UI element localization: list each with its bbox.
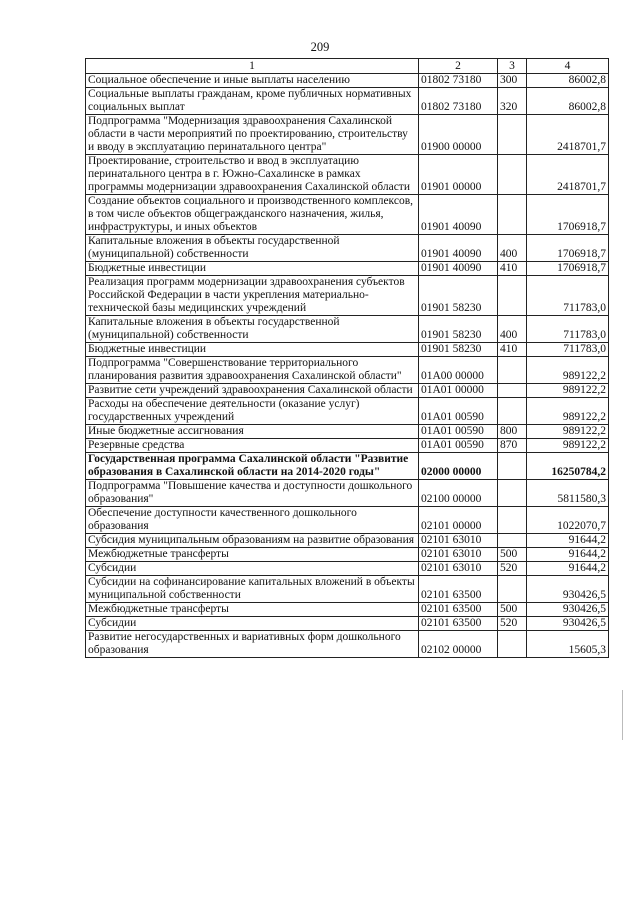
row-sum: 5811580,3 <box>527 480 609 507</box>
table-row <box>86 453 609 480</box>
row-code: 01А01 00590 <box>419 425 498 439</box>
row-type <box>498 276 527 316</box>
row-name: Расходы на обеспечение деятельности (оказание услуг) государственных учреждений <box>86 398 419 425</box>
row-type: 400 <box>498 235 527 262</box>
row-type: 410 <box>498 343 527 357</box>
row-sum: 16250784,2 <box>527 453 609 480</box>
row-sum: 91644,2 <box>527 562 609 576</box>
row-name: Подпрограмма "Повышение качества и доступности дошкольного образования" <box>86 480 419 507</box>
row-code: 01900 00000 <box>419 115 498 155</box>
table-row <box>86 631 609 658</box>
row-name: Подпрограмма "Совершенствование территориального планирования развития здравоохранения Сахалинской области" <box>86 357 419 384</box>
row-code: 02000 00000 <box>419 453 498 480</box>
row-code: 01А01 00590 <box>419 439 498 453</box>
row-name: Развитие сети учреждений здравоохранения Сахалинской области <box>86 384 419 398</box>
table-row <box>86 343 609 357</box>
row-code: 02101 63010 <box>419 562 498 576</box>
row-sum: 1706918,7 <box>527 262 609 276</box>
row-sum: 1706918,7 <box>527 195 609 235</box>
table-row <box>86 384 609 398</box>
table-row <box>86 507 609 534</box>
table-body <box>86 74 609 658</box>
row-sum: 1022070,7 <box>527 507 609 534</box>
row-sum: 711783,0 <box>527 343 609 357</box>
table-row <box>86 74 609 88</box>
row-name: Государственная программа Сахалинской области "Развитие образования в Сахалинской области на 2014-2020 годы" <box>86 453 419 480</box>
row-type: 410 <box>498 262 527 276</box>
row-type <box>498 631 527 658</box>
row-name: Социальные выплаты гражданам, кроме публичных нормативных социальных выплат <box>86 88 419 115</box>
row-type <box>498 453 527 480</box>
row-code: 02100 00000 <box>419 480 498 507</box>
row-name: Субсидии <box>86 617 419 631</box>
row-type <box>498 115 527 155</box>
row-type <box>498 398 527 425</box>
row-sum: 989122,2 <box>527 357 609 384</box>
row-code: 02101 63500 <box>419 603 498 617</box>
row-name: Субсидия муниципальным образованиям на развитие образования <box>86 534 419 548</box>
row-type <box>498 534 527 548</box>
row-code: 01901 58230 <box>419 343 498 357</box>
row-name: Развитие негосударственных и вариативных форм дошкольного образования <box>86 631 419 658</box>
row-type: 300 <box>498 74 527 88</box>
row-sum: 930426,5 <box>527 576 609 603</box>
row-type <box>498 576 527 603</box>
row-sum: 2418701,7 <box>527 155 609 195</box>
row-code: 01901 58230 <box>419 276 498 316</box>
table-row <box>86 398 609 425</box>
row-code: 02101 63010 <box>419 534 498 548</box>
scan-margin-mark <box>622 690 623 740</box>
row-name: Обеспечение доступности качественного дошкольного образования <box>86 507 419 534</box>
row-code: 01802 73180 <box>419 74 498 88</box>
row-code: 01901 40090 <box>419 262 498 276</box>
row-name: Капитальные вложения в объекты государственной (муниципальной) собственности <box>86 235 419 262</box>
row-code: 01А01 00590 <box>419 398 498 425</box>
row-name: Межбюджетные трансферты <box>86 603 419 617</box>
row-type <box>498 507 527 534</box>
table-row <box>86 562 609 576</box>
row-type: 800 <box>498 425 527 439</box>
row-sum: 989122,2 <box>527 398 609 425</box>
column-header-sum: 4 <box>527 59 609 74</box>
row-name: Создание объектов социального и производственного комплексов, в том числе объектов общегражданского назначения, жилья, инфраструктуры, и иных объектов <box>86 195 419 235</box>
row-code: 02101 63500 <box>419 617 498 631</box>
row-sum: 86002,8 <box>527 88 609 115</box>
row-code: 01802 73180 <box>419 88 498 115</box>
row-sum: 2418701,7 <box>527 115 609 155</box>
row-type: 400 <box>498 316 527 343</box>
row-code: 02101 63500 <box>419 576 498 603</box>
row-type <box>498 155 527 195</box>
row-sum: 91644,2 <box>527 548 609 562</box>
row-sum: 930426,5 <box>527 617 609 631</box>
row-type <box>498 357 527 384</box>
table-row <box>86 195 609 235</box>
row-sum: 1706918,7 <box>527 235 609 262</box>
row-type <box>498 480 527 507</box>
row-name: Бюджетные инвестиции <box>86 343 419 357</box>
row-name: Межбюджетные трансферты <box>86 548 419 562</box>
page-number: 209 <box>310 40 330 54</box>
table-row <box>86 617 609 631</box>
table-row <box>86 276 609 316</box>
table-row <box>86 235 609 262</box>
column-header-name: 1 <box>86 59 419 74</box>
row-name: Реализация программ модернизации здравоохранения субъектов Российской Федерации в части укрепления материально-технической базы медицинских учреждений <box>86 276 419 316</box>
row-code: 01А01 00000 <box>419 384 498 398</box>
table-row <box>86 480 609 507</box>
table-row <box>86 357 609 384</box>
row-sum: 86002,8 <box>527 74 609 88</box>
row-type: 520 <box>498 617 527 631</box>
table-row <box>86 534 609 548</box>
row-code: 01901 40090 <box>419 235 498 262</box>
row-name: Резервные средства <box>86 439 419 453</box>
row-name: Проектирование, строительство и ввод в эксплуатацию перинатального центра в г. Южно-Сахалинске в рамках программы модернизации здравоохранения Сахалинской области <box>86 155 419 195</box>
row-sum: 989122,2 <box>527 384 609 398</box>
table-row <box>86 155 609 195</box>
row-type: 320 <box>498 88 527 115</box>
row-type: 500 <box>498 603 527 617</box>
row-type <box>498 195 527 235</box>
row-sum: 91644,2 <box>527 534 609 548</box>
table-row <box>86 548 609 562</box>
row-sum: 989122,2 <box>527 439 609 453</box>
row-name: Подпрограмма "Модернизация здравоохранения Сахалинской области в части мероприятий по проектированию, строительству и вводу в эксплуатацию перинатального центра" <box>86 115 419 155</box>
row-code: 02102 00000 <box>419 631 498 658</box>
table-row <box>86 425 609 439</box>
row-code: 02101 63010 <box>419 548 498 562</box>
column-header-type: 3 <box>498 59 527 74</box>
table-row <box>86 316 609 343</box>
row-type: 870 <box>498 439 527 453</box>
row-name: Капитальные вложения в объекты государственной (муниципальной) собственности <box>86 316 419 343</box>
row-name: Бюджетные инвестиции <box>86 262 419 276</box>
row-code: 02101 00000 <box>419 507 498 534</box>
header-row <box>86 59 609 74</box>
column-header-code: 2 <box>419 59 498 74</box>
row-code: 01901 58230 <box>419 316 498 343</box>
row-sum: 989122,2 <box>527 425 609 439</box>
row-code: 01А00 00000 <box>419 357 498 384</box>
row-sum: 711783,0 <box>527 316 609 343</box>
table-row <box>86 88 609 115</box>
table-header <box>86 59 609 74</box>
row-type <box>498 384 527 398</box>
table-row <box>86 115 609 155</box>
row-type: 520 <box>498 562 527 576</box>
budget-table <box>85 58 609 658</box>
table-row <box>86 439 609 453</box>
row-code: 01901 00000 <box>419 155 498 195</box>
row-name: Субсидии <box>86 562 419 576</box>
row-name: Субсидии на софинансирование капитальных вложений в объекты муниципальной собственности <box>86 576 419 603</box>
table-row <box>86 603 609 617</box>
row-type: 500 <box>498 548 527 562</box>
row-name: Социальное обеспечение и иные выплаты населению <box>86 74 419 88</box>
row-sum: 15605,3 <box>527 631 609 658</box>
table-row <box>86 576 609 603</box>
row-name: Иные бюджетные ассигнования <box>86 425 419 439</box>
table-row <box>86 262 609 276</box>
row-sum: 930426,5 <box>527 603 609 617</box>
row-sum: 711783,0 <box>527 276 609 316</box>
row-code: 01901 40090 <box>419 195 498 235</box>
